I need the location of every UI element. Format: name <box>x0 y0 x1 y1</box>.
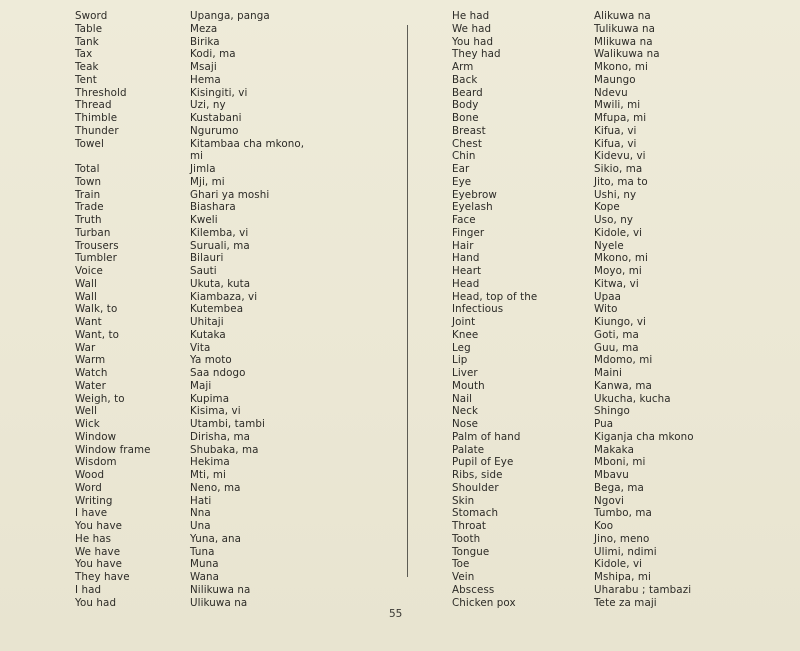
swahili-word: Suruali, ma <box>190 239 250 252</box>
swahili-word: Pua <box>594 418 614 430</box>
english-word: War <box>75 341 96 354</box>
english-word: Trousers <box>75 239 119 252</box>
swahili-word: Tulikuwa na <box>594 22 656 35</box>
english-word <box>75 150 151 163</box>
english-word: Thread <box>75 99 112 112</box>
swahili-word: Sauti <box>190 265 217 277</box>
english-word: Truth <box>75 214 102 226</box>
swahili-word: Nyele <box>594 239 624 252</box>
english-word: Head <box>452 277 480 290</box>
swahili-word: Shubaka, ma <box>190 443 259 456</box>
english-word: You had <box>75 596 117 609</box>
swahili-word: Uharabu ; tambazi <box>594 583 692 596</box>
english-word: Leg <box>452 341 471 354</box>
english-word: Arm <box>452 61 474 73</box>
swahili-word: Moyo, mi <box>594 265 642 277</box>
swahili-word: Birika <box>190 35 220 48</box>
english-word: Vein <box>452 571 475 583</box>
swahili-word: Ndevu <box>594 86 628 99</box>
swahili-word: Yuna, ana <box>190 532 242 545</box>
english-word: Body <box>452 99 479 112</box>
swahili-word: Ukucha, kucha <box>594 392 671 405</box>
swahili-word: Kope <box>594 201 620 214</box>
swahili-word: Jimla <box>190 163 216 175</box>
english-word: Voice <box>75 265 103 277</box>
english-word: Nail <box>452 392 473 405</box>
english-word: He had <box>452 10 490 22</box>
swahili-word: Mboni, mi <box>594 456 646 469</box>
swahili-word: Maungo <box>594 73 636 86</box>
english-word: Window <box>75 430 117 443</box>
swahili-word: Alikuwa na <box>594 10 651 22</box>
swahili-word: mi <box>190 150 204 163</box>
english-word: Chest <box>452 137 482 150</box>
swahili-word: Koo <box>594 520 614 532</box>
english-word: They have <box>75 571 130 583</box>
english-word: Heart <box>452 265 482 277</box>
english-word: Wick <box>75 418 100 430</box>
swahili-word: Mkono, mi <box>594 252 648 265</box>
column-divider <box>407 25 408 577</box>
english-word: Thimble <box>75 112 118 124</box>
english-word: Chicken pox <box>452 596 516 609</box>
english-word: Wall <box>75 277 97 290</box>
swahili-word: Upanga, panga <box>190 10 270 22</box>
english-word: Skin <box>452 494 475 507</box>
swahili-word: Kitwa, vi <box>594 277 639 290</box>
english-word: Towel <box>75 137 104 150</box>
swahili-word: Kifua, vi <box>594 137 637 150</box>
swahili-word: Mji, mi <box>190 175 225 188</box>
english-word: Tooth <box>452 532 481 545</box>
english-word: Weigh, to <box>75 392 125 405</box>
english-word: Toe <box>452 558 470 571</box>
swahili-word: Uhitaji <box>190 316 224 328</box>
english-word: Finger <box>452 226 485 239</box>
english-word: Breast <box>452 124 486 137</box>
swahili-word: Ya moto <box>190 354 232 367</box>
swahili-word: Shingo <box>594 405 630 418</box>
swahili-word: Jino, meno <box>594 532 650 545</box>
swahili-word: Upaa <box>594 290 622 303</box>
english-word: Back <box>452 73 478 86</box>
english-word: Tongue <box>452 545 490 558</box>
swahili-word: Mfupa, mi <box>594 112 647 124</box>
swahili-word: Maji <box>190 379 212 392</box>
swahili-word: Kustabani <box>190 112 242 124</box>
english-word: Joint <box>452 316 476 328</box>
swahili-word: Ngurumo <box>190 124 239 137</box>
swahili-word: Wito <box>594 303 618 316</box>
english-word: Thunder <box>75 124 119 137</box>
swahili-word: Ulikuwa na <box>190 596 248 609</box>
english-word: They had <box>452 48 501 61</box>
swahili-word: Ngovi <box>594 494 624 507</box>
swahili-word: Hekima <box>190 456 230 469</box>
swahili-word: Kodi, ma <box>190 48 236 61</box>
swahili-word: Mti, mi <box>190 469 226 481</box>
swahili-word: Mbavu <box>594 469 629 481</box>
swahili-word: Nna <box>190 507 211 520</box>
english-word: Threshold <box>75 86 127 99</box>
swahili-word: Kisingiti, vi <box>190 86 248 99</box>
english-word: Tent <box>75 73 97 86</box>
swahili-word: Kidevu, vi <box>594 150 646 163</box>
swahili-word: Maini <box>594 367 622 379</box>
left-swahili-column <box>190 10 304 609</box>
swahili-word: Kidole, vi <box>594 226 643 239</box>
swahili-word: Makaka <box>594 443 634 456</box>
english-word: Hair <box>452 239 474 252</box>
english-word: Nose <box>452 418 479 430</box>
swahili-word: Mlikuwa na <box>594 35 653 48</box>
swahili-word: Bilauri <box>190 252 224 265</box>
english-word: Mouth <box>452 379 485 392</box>
swahili-word: Sikio, ma <box>594 163 643 175</box>
english-word: Wall <box>75 290 97 303</box>
english-word: I had <box>75 583 102 596</box>
swahili-word: Tete za maji <box>594 596 657 609</box>
english-word: I have <box>75 507 108 520</box>
swahili-word: Tuna <box>190 545 215 558</box>
english-word: Well <box>75 405 98 418</box>
swahili-word: Vita <box>190 341 211 354</box>
english-word: Town <box>75 175 102 188</box>
english-word: Chin <box>452 150 476 163</box>
english-word: Eye <box>452 175 472 188</box>
swahili-word: Mdomo, mi <box>594 354 653 367</box>
swahili-word: Msaji <box>190 61 217 73</box>
english-word: Face <box>452 214 476 226</box>
english-word: Wood <box>75 469 105 481</box>
english-word: Water <box>75 379 106 392</box>
swahili-word: Kitambaa cha mkono, <box>190 137 305 150</box>
swahili-word: Utambi, tambi <box>190 418 265 430</box>
swahili-word: Tumbo, ma <box>594 507 652 520</box>
swahili-word: Biashara <box>190 201 236 214</box>
swahili-word: Kupima <box>190 392 230 405</box>
english-word: Knee <box>452 328 479 341</box>
english-word: Hand <box>452 252 480 265</box>
english-word: Total <box>75 163 100 175</box>
english-word: Window frame <box>75 443 151 456</box>
right-swahili-column <box>594 10 694 609</box>
swahili-word: Mkono, mi <box>594 61 648 73</box>
swahili-word: Uzi, ny <box>190 99 226 112</box>
swahili-word: Walikuwa na <box>594 48 660 61</box>
swahili-word: Saa ndogo <box>190 367 246 379</box>
english-word: Eyelash <box>452 201 493 214</box>
swahili-word: Nilikuwa na <box>190 583 251 596</box>
swahili-word: Ukuta, kuta <box>190 277 251 290</box>
swahili-word: Kiambaza, vi <box>190 290 258 303</box>
swahili-word: Kisima, vi <box>190 405 241 418</box>
swahili-word: Bega, ma <box>594 481 644 494</box>
english-word: Head, top of the <box>452 290 538 303</box>
english-word: Turban <box>75 226 111 239</box>
swahili-word: Kweli <box>190 214 218 226</box>
english-word: Ribs, side <box>452 469 503 481</box>
english-word: Watch <box>75 367 108 379</box>
english-word: Eyebrow <box>452 188 497 201</box>
english-word: Beard <box>452 86 483 99</box>
english-word: Infectious <box>452 303 504 316</box>
english-word: Bone <box>452 112 479 124</box>
swahili-word: Goti, ma <box>594 328 639 341</box>
swahili-word: Kutembea <box>190 303 244 316</box>
english-word: Palate <box>452 443 485 456</box>
swahili-word: Kidole, vi <box>594 558 643 571</box>
english-word: Tax <box>75 48 93 61</box>
swahili-word: Hema <box>190 73 221 86</box>
swahili-word: Meza <box>190 22 218 35</box>
swahili-word: Kanwa, ma <box>594 379 652 392</box>
english-word: Liver <box>452 367 478 379</box>
english-word: Train <box>75 188 101 201</box>
swahili-word: Mshipa, mi <box>594 571 651 583</box>
english-word: Word <box>75 481 102 494</box>
english-word: Lip <box>452 354 468 367</box>
english-word: Writing <box>75 494 113 507</box>
swahili-word: Wana <box>190 571 220 583</box>
swahili-word: Ghari ya moshi <box>190 188 270 201</box>
english-word: Pupil of Eye <box>452 456 514 469</box>
left-english-column <box>75 10 151 609</box>
english-word: Table <box>75 22 103 35</box>
swahili-word: Kiungo, vi <box>594 316 647 328</box>
swahili-word: Kiganja cha mkono <box>594 430 694 443</box>
english-word: Stomach <box>452 507 499 520</box>
swahili-word: Una <box>190 520 211 532</box>
swahili-word: Dirisha, ma <box>190 430 251 443</box>
english-word: Want, to <box>75 328 120 341</box>
english-word: Warm <box>75 354 106 367</box>
english-word: Throat <box>452 520 487 532</box>
english-word: Want <box>75 316 102 328</box>
page-number: 55 <box>389 608 403 620</box>
english-word: You have <box>75 520 123 532</box>
english-word: We have <box>75 545 121 558</box>
swahili-word: Guu, ma <box>594 341 639 354</box>
english-word: Ear <box>452 163 470 175</box>
swahili-word: Neno, ma <box>190 481 241 494</box>
swahili-word: Uso, ny <box>594 214 634 226</box>
swahili-word: Kifua, vi <box>594 124 637 137</box>
english-word: Trade <box>75 201 104 214</box>
english-word: Palm of hand <box>452 430 521 443</box>
english-word: You had <box>452 35 494 48</box>
swahili-word: Ushi, ny <box>594 188 637 201</box>
english-word: He has <box>75 532 112 545</box>
swahili-word: Kutaka <box>190 328 226 341</box>
english-word: Neck <box>452 405 479 418</box>
swahili-word: Muna <box>190 558 219 571</box>
swahili-word: Ulimi, ndimi <box>594 545 657 558</box>
swahili-word: Mwili, mi <box>594 99 641 112</box>
swahili-word: Hati <box>190 494 212 507</box>
english-word: Tumbler <box>75 252 117 265</box>
english-word: Shoulder <box>452 481 499 494</box>
swahili-word: Kilemba, vi <box>190 226 249 239</box>
english-word: Walk, to <box>75 303 118 316</box>
english-word: Sword <box>75 10 108 22</box>
english-word: You have <box>75 558 123 571</box>
right-english-column <box>452 10 537 609</box>
swahili-word: Jito, ma to <box>594 175 648 188</box>
english-word: Teak <box>75 61 99 73</box>
english-word: Abscess <box>452 583 495 596</box>
english-word: Wisdom <box>75 456 117 469</box>
english-word: Tank <box>75 35 99 48</box>
english-word: We had <box>452 22 492 35</box>
